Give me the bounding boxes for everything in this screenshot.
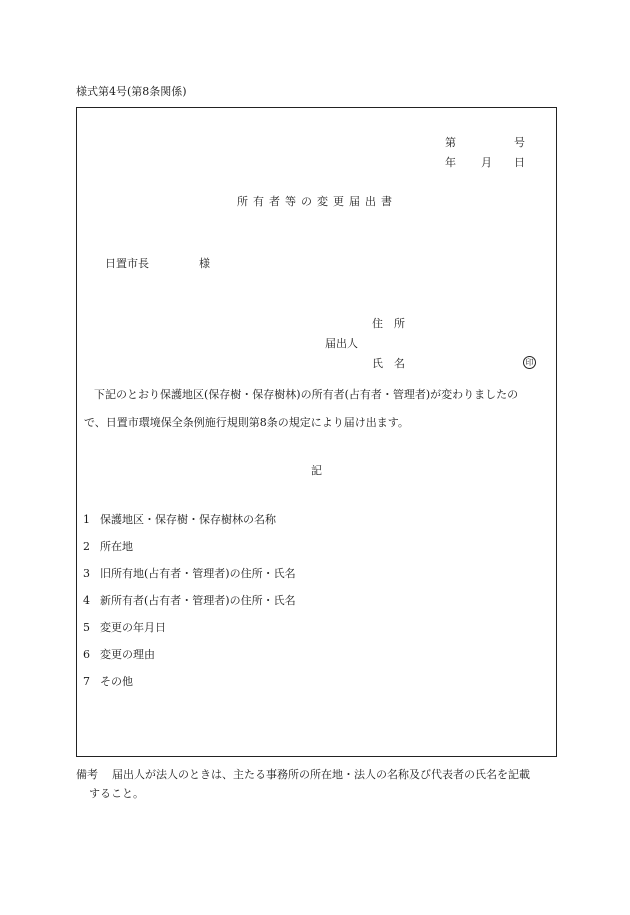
remarks-line-1: 届出人が法人のときは、主たる事務所の所在地・法人の名称及び代表者の氏名を記載 (112, 768, 530, 781)
date-month: 月 (481, 156, 492, 169)
ki-marker: 記 (311, 464, 322, 477)
item-text: その他 (100, 675, 133, 688)
form-label: 様式第4号(第8条関係) (76, 85, 187, 98)
item-number: 5 (83, 621, 90, 634)
item-text: 変更の理由 (100, 648, 155, 661)
date-day: 日 (514, 156, 525, 169)
body-line-1: 下記のとおり保護地区(保存樹・保存樹林)の所有者(占有者・管理者)が変わりましたの (94, 388, 519, 401)
addressee-honorific: 様 (199, 257, 210, 270)
item-text: 所在地 (100, 540, 133, 553)
item-number: 6 (83, 648, 90, 661)
item-number: 4 (83, 594, 90, 607)
notifier-name-label: 氏 名 (372, 357, 405, 370)
document-title: 所有者等の変更届出書 (237, 195, 397, 208)
doc-number-prefix: 第 (445, 136, 456, 149)
notifier-address-label: 住 所 (372, 317, 405, 330)
remarks-line-2: すること。 (89, 787, 144, 800)
item-text: 旧所有地(占有者・管理者)の住所・氏名 (100, 567, 296, 580)
seal-mark: 印 (523, 356, 536, 369)
remarks-label: 備考 (76, 768, 98, 781)
notifier-role-label: 届出人 (325, 337, 358, 350)
body-line-2: で、日置市環境保全条例施行規則第8条の規定により届け出ます。 (84, 416, 409, 429)
item-number: 3 (83, 567, 90, 580)
item-number: 2 (83, 540, 90, 553)
item-number: 1 (83, 513, 90, 526)
date-year: 年 (445, 156, 456, 169)
item-text: 変更の年月日 (100, 621, 166, 634)
doc-number-suffix: 号 (514, 136, 525, 149)
addressee-name: 日置市長 (105, 257, 149, 270)
item-text: 保護地区・保存樹・保存樹林の名称 (100, 513, 276, 526)
item-text: 新所有者(占有者・管理者)の住所・氏名 (100, 594, 296, 607)
item-number: 7 (83, 675, 90, 688)
